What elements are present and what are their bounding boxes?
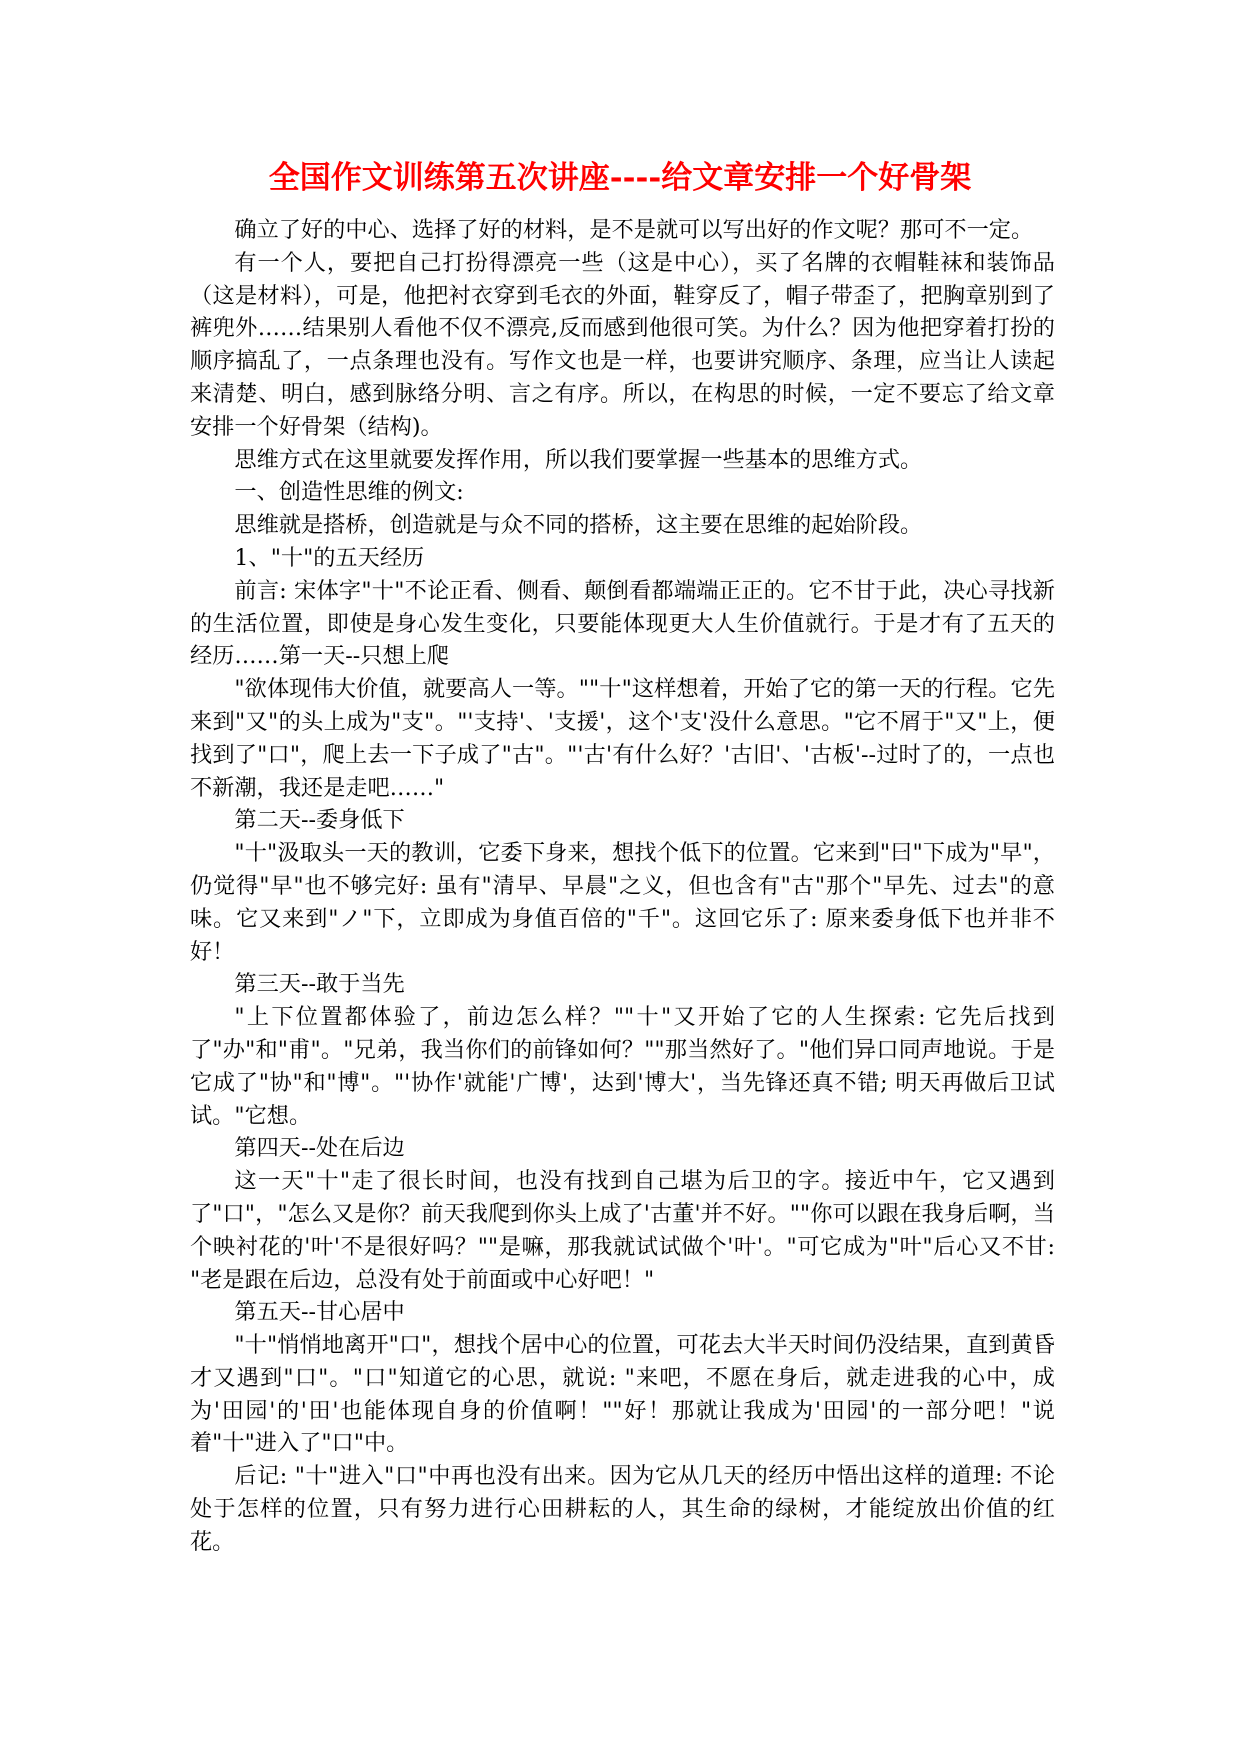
paragraph: 有一个人，要把自己打扮得漂亮一些（这是中心），买了名牌的衣帽鞋袜和装饰品（这是材料），可是，他把衬衣穿到毛衣的外面，鞋穿反了，帽子带歪了，把胸章别到了裤兜外……结果别人看他不仅不漂亮,反而感到他很可笑。为什么？因为他把穿着打扮的顺序搞乱了，一点条理也没有。写作文也是一样，也要讲究顺序、条理，应当让人读起来清楚、明白，感到脉络分明、言之有序。所以，在构思的时候，一定不要忘了给文章安排一个好骨架（结构)。 — [190, 249, 1055, 440]
paragraph: "十"汲取头一天的教训，它委下身来，想找个低下的位置。它来到"曰"下成为"早"，仍觉得"早"也不够完好: 虽有"清早、早晨"之义，但也含有"古"那个"早先、过去"的意味。它又来到"ノ"下，立即成为身值百倍的"千"。这回它乐了: 原来委身低下也并非不好！ — [190, 840, 1055, 965]
subsection-heading: 1、"十"的五天经历 — [234, 544, 425, 571]
paragraph: 前言: 宋体字"十"不论正看、侧看、颠倒看都端端正正的。它不甘于此，决心寻找新的生活位置，即使是身心发生变化，只要能体现更大人生价值就行。于是才有了五天的经历……第一天--只想上爬 — [190, 577, 1055, 670]
day-heading: 第二天--委身低下 — [234, 807, 405, 834]
paragraph: "十"悄悄地离开"口"，想找个居中心的位置，可花去大半天时间仍没结果，直到黄昏才又遇到"口"。"口"知道它的心思，就说: "来吧，不愿在身后，就走进我的心中，成为'田园'的'田'也能体现自身的价值啊！""好！那就让我成为'田园'的一部分吧！"说着"十"进入了"口"中。 — [190, 1332, 1055, 1457]
paragraph: 后记: "十"进入"口"中再也没有出来。因为它从几天的经历中悟出这样的道理: 不论处于怎样的位置，只有努力进行心田耕耘的人，其生命的绿树，才能绽放出价值的红花。 — [190, 1463, 1055, 1555]
paragraph: 思维方式在这里就要发挥作用，所以我们要掌握一些基本的思维方式。 — [234, 446, 923, 473]
document-title: 全国作文训练第五次讲座----给文章安排一个好骨架 — [268, 160, 972, 196]
section-heading: 一、创造性思维的例文: — [234, 479, 464, 506]
paragraph: 思维就是搭桥，创造就是与众不同的搭桥，这主要在思维的起始阶段。 — [234, 512, 923, 539]
paragraph: "上下位置都体验了，前边怎么样？""十"又开始了它的人生探索: 它先后找到了"办"和"甫"。"兄弟，我当你们的前锋如何？""那当然好了。"他们异口同声地说。于是它成了"协"和"博"。"'协作'就能'广博'，达到'博大'，当先锋还真不错; 明天再做后卫试试。"它想。 — [190, 1004, 1055, 1129]
paragraph: 这一天"十"走了很长时间，也没有找到自己堪为后卫的字。接近中午，它又遇到了"口"，"怎么又是你？前天我爬到你头上成了'古董'并不好。""你可以跟在我身后啊，当个映衬花的'叶'不是很好吗？""是嘛，那我就试试做个'叶'。"可它成为"叶"后心又不甘: "老是跟在后边，总没有处于前面或中心好吧！" — [190, 1168, 1055, 1293]
paragraph: 确立了好的中心、选择了好的材料，是不是就可以写出好的作文呢？那可不一定。 — [234, 217, 1034, 243]
day-heading: 第三天--敢于当先 — [234, 971, 405, 998]
paragraph: "欲体现伟大价值，就要高人一等。""十"这样想着，开始了它的第一天的行程。它先来到"又"的头上成为"支"。"'支持'、'支援'，这个'支'没什么意思。"它不屑于"又"上，便找到了"口"，爬上去一下子成了"古"。"'古'有什么好？'古旧'、'古板'--过时了的，一点也不新潮，我还是走吧……" — [190, 676, 1055, 801]
day-heading: 第四天--处在后边 — [234, 1135, 405, 1162]
day-heading: 第五天--甘心居中 — [234, 1299, 405, 1326]
document-body — [190, 214, 1055, 1559]
